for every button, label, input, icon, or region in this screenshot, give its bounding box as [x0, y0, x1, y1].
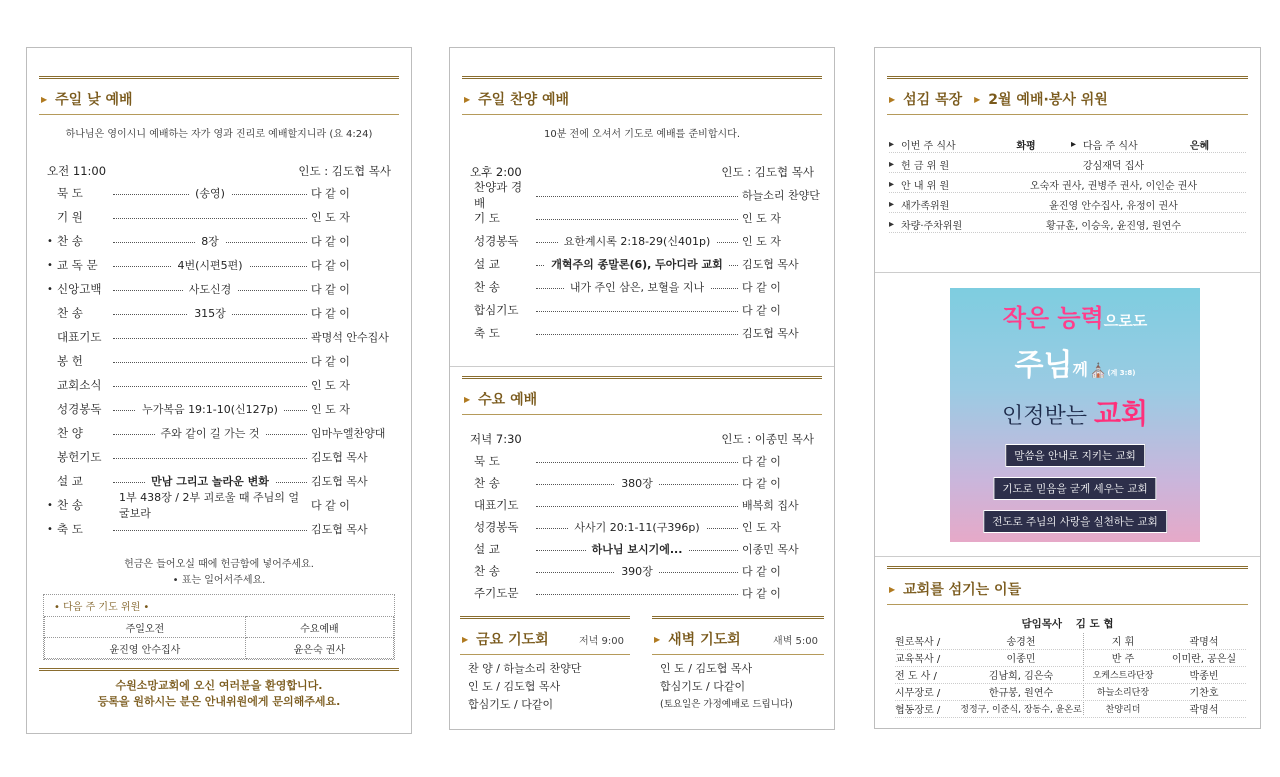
dawn-line: (토요일은 가정예배로 드립니다) [660, 699, 793, 710]
order-person: 다 같 이 [311, 283, 350, 296]
banner-line-3: 인정받는 교회 [1001, 397, 1149, 430]
order-leader [113, 231, 307, 251]
order-row [47, 183, 391, 203]
fri-lines [468, 660, 634, 714]
staff-name: 김남희, 김은숙 [988, 671, 1054, 682]
welcome-line-1: 수원소망교회에 오신 여러분을 환영합니다. [115, 679, 323, 692]
staff-role: 전 도 사 / [895, 671, 937, 682]
committee-header [887, 76, 1248, 115]
order-leader [113, 519, 307, 539]
bullet-icon: ▸ [889, 178, 895, 190]
order-label: 신앙고백 [57, 282, 102, 296]
order-of-worship [474, 180, 820, 345]
order-label: 대표기도 [57, 330, 102, 344]
order-person: 인 도 자 [742, 212, 781, 225]
wed-person: 다 같 이 [742, 565, 781, 578]
committee-label: 이번 주 식사 [901, 140, 956, 152]
banner-motto-1: 말씀을 안내로 지키는 교회 [1005, 444, 1145, 467]
committee-row [889, 156, 1246, 173]
bullet-icon: ▶ [889, 584, 896, 594]
wed-label: 찬 송 [474, 564, 500, 578]
staff-role: 교육목사 / [895, 654, 941, 665]
panel-sunday-afternoon [449, 47, 835, 730]
fri-time: 저녁 9:00 [579, 635, 624, 647]
order-detail: 개혁주의 종말론(6), 두아디라 교회 [545, 256, 729, 272]
order-label: 축 도 [474, 326, 500, 340]
order-leader [536, 231, 738, 251]
order-label: 기 원 [57, 210, 83, 224]
wed-row [474, 583, 814, 603]
banner-motto-2: 기도로 믿음을 굳게 세우는 교회 [993, 477, 1156, 500]
wed-detail: 사사기 20:1-11(구396p) [568, 519, 705, 535]
order-row [47, 279, 391, 299]
staff-role: 하늘소리단장 [1083, 685, 1162, 698]
staff-name: 이미란, 공은실 [1171, 654, 1237, 665]
stand-marker: • [47, 235, 53, 247]
committee-value: 화평 [1016, 140, 1036, 152]
welcome-line-2: 등록을 원하시는 분은 안내위원에게 문의해주세요. [97, 695, 341, 708]
committee-value: 황규훈, 이승욱, 윤진영, 원연수 [1046, 220, 1181, 232]
wed-person: 인 도 자 [742, 521, 781, 534]
subtitle: 10분 전에 오셔서 기도로 예배를 준비합시다. [543, 129, 741, 140]
order-person: 다 같 이 [311, 187, 350, 200]
order-leader [113, 399, 307, 419]
fri-line: 찬 양 / 하늘소리 찬양단 [468, 662, 582, 675]
order-person: 김도협 목사 [742, 258, 799, 271]
order-label: 축 도 [57, 522, 83, 536]
order-label: 찬 송 [474, 280, 500, 294]
staff-role: 반 주 [1083, 650, 1162, 665]
staff-name: 이종민 [1006, 654, 1036, 665]
order-label: 성경봉독 [57, 402, 102, 416]
order-person: 하늘소리 찬양단 [742, 189, 820, 202]
order-label: 묵 도 [57, 186, 83, 200]
order-label: 교 독 문 [57, 258, 98, 272]
order-label: 찬양과 경배 [474, 180, 523, 210]
dawn-time: 새벽 5:00 [773, 635, 818, 647]
wed-label: 찬 송 [474, 476, 500, 490]
church-icon: ⛪ [1089, 363, 1108, 379]
order-leader [113, 303, 307, 323]
wed-person: 다 같 이 [742, 587, 781, 600]
order-detail: 315장 [188, 305, 232, 321]
order-label: 교회소식 [57, 378, 102, 392]
committee-title-a: 섬김 목장 [903, 92, 963, 108]
staff-row [895, 666, 1246, 684]
committee-row [889, 176, 1246, 193]
order-row [47, 303, 391, 323]
committee-title-b: 2월 예배·봉사 위원 [988, 92, 1108, 108]
order-leader [536, 185, 738, 205]
committee-row [889, 196, 1246, 213]
wed-leader [536, 539, 738, 559]
order-leader [113, 423, 307, 443]
section-title: 주일 찬양 예배 [478, 92, 570, 108]
order-label: 기 도 [474, 211, 500, 225]
order-row [47, 471, 391, 491]
committee-label: 헌 금 위 원 [901, 160, 950, 172]
order-detail: (송영) [189, 185, 231, 201]
welcome-footer [39, 668, 399, 709]
order-row [47, 491, 391, 520]
wed-row [474, 451, 814, 471]
order-person: 김도협 목사 [311, 451, 368, 464]
order-detail: 4번(시편5편) [171, 257, 248, 273]
wed-person: 배복희 집사 [742, 499, 799, 512]
order-person: 김도협 목사 [311, 475, 368, 488]
staff-name: 박종빈 [1189, 671, 1219, 682]
order-leader [113, 351, 307, 371]
order-row [47, 351, 391, 371]
order-person: 인 도 자 [742, 235, 781, 248]
stand-marker: • [47, 523, 53, 535]
wed-leader [536, 495, 738, 515]
bullet-icon: ▸ [889, 158, 895, 170]
order-label: 봉 헌 [57, 354, 83, 368]
order-person: 다 같 이 [742, 304, 781, 317]
wed-title: 수요 예배 [478, 392, 538, 408]
bullet-icon: ▶ [462, 634, 469, 644]
staff-name: 한규봉, 원연수 [988, 688, 1054, 699]
staff-role: 시무장로 / [895, 688, 941, 699]
service-time: 오전 11:00 [47, 164, 107, 178]
order-person: 김도협 목사 [742, 327, 799, 340]
wed-order [474, 451, 814, 601]
wed-label: 성경봉독 [474, 520, 519, 534]
wed-row [474, 517, 814, 537]
order-person: 다 같 이 [311, 499, 350, 512]
order-row [474, 254, 814, 274]
staff-row [895, 683, 1246, 701]
order-row [474, 277, 814, 297]
staff-row [895, 649, 1246, 667]
order-detail: 누가복음 19:1-10(신127p) [136, 401, 284, 417]
order-row [474, 208, 814, 228]
committee-row [889, 216, 1246, 233]
staff-name: 송경천 [1006, 637, 1036, 648]
banner-line-1: 작은 능력으로도 [1002, 304, 1148, 332]
order-label: 성경봉독 [474, 234, 519, 248]
staff-role: 찬양리더 [1083, 702, 1162, 715]
order-person: 인 도 자 [311, 379, 350, 392]
banner-line-2: 주님께 ⛪(계 3:8) [1014, 348, 1136, 383]
staff-role: 원로목사 / [895, 637, 941, 648]
order-person: 임마누엘찬양대 [311, 427, 386, 440]
next-prayer-box [43, 594, 395, 660]
verse: 하나님은 영이시니 예배하는 자가 영과 진리로 예배할지니라 (요 4:24) [65, 129, 373, 140]
wed-leader [536, 583, 738, 603]
order-row [474, 323, 814, 343]
order-row [474, 231, 814, 251]
order-label: 찬 양 [57, 426, 83, 440]
order-person: 인 도 자 [311, 211, 350, 224]
order-detail: 1부 438장 / 2부 괴로울 때 주님의 얼굴보라 [113, 489, 307, 521]
stand-marker: • [47, 499, 53, 511]
order-leader [113, 327, 307, 347]
section-title: 주일 낮 예배 [55, 92, 133, 108]
wed-leader [536, 451, 738, 471]
section-header [39, 76, 399, 115]
wed-person: 이종민 목사 [742, 543, 799, 556]
next-head-0: 주일오전 [45, 617, 246, 638]
wed-leader: 인도 : 이종민 목사 [721, 432, 814, 446]
senior-pastor [887, 616, 1248, 631]
wed-leader [536, 473, 738, 493]
service-leader: 인도 : 김도협 목사 [721, 165, 814, 179]
staff-header [887, 566, 1248, 605]
order-label: 찬 송 [57, 306, 83, 320]
order-leader [113, 491, 307, 520]
stand-note: • 표는 일어서주세요. [172, 575, 266, 586]
order-label: 설 교 [474, 257, 500, 271]
stand-marker: • [47, 283, 53, 295]
committee-row [889, 136, 1246, 153]
vision-banner [950, 288, 1200, 542]
wed-detail: 380장 [615, 475, 659, 491]
order-person: 곽명석 안수집사 [311, 331, 389, 344]
pastor-name: 김 도 협 [1075, 618, 1114, 630]
order-row [47, 231, 391, 251]
wed-detail: 390장 [615, 563, 659, 579]
order-leader [113, 255, 307, 275]
bullet-icon: ▶ [41, 94, 48, 104]
bullet-icon: ▶ [464, 394, 471, 404]
order-label: 설 교 [57, 474, 83, 488]
wed-info [470, 431, 814, 447]
wed-row [474, 539, 814, 559]
wed-time: 저녁 7:30 [470, 432, 522, 446]
stand-marker: • [47, 259, 53, 271]
order-leader [536, 208, 738, 228]
wed-person: 다 같 이 [742, 455, 781, 468]
staff-name: 곽명석 [1189, 705, 1219, 716]
order-leader [113, 207, 307, 227]
order-of-worship [47, 183, 391, 543]
staff-name: 기찬호 [1189, 688, 1219, 699]
banner-motto-3: 전도로 주님의 사랑을 실천하는 교회 [983, 510, 1167, 533]
staff-role: 오케스트라단장 [1083, 668, 1162, 681]
order-row [474, 300, 814, 320]
pastor-label: 담임목사 [1021, 618, 1063, 630]
committee-value: 은혜 [1189, 140, 1210, 152]
order-person: 인 도 자 [311, 403, 350, 416]
order-leader [536, 300, 738, 320]
wed-leader [536, 561, 738, 581]
panel-sunday-morning [26, 47, 412, 734]
next-val-1: 윤은숙 권사 [245, 638, 393, 659]
wed-row [474, 561, 814, 581]
wed-leader [536, 517, 738, 537]
committee-value: 윤진영 안수집사, 유정이 권사 [1049, 200, 1178, 212]
order-row [474, 180, 820, 210]
bullet-icon: ▸ [889, 138, 895, 150]
order-leader [536, 277, 738, 297]
order-leader [113, 183, 307, 203]
fri-line: 합심기도 / 다같이 [468, 698, 554, 711]
staff-name: 곽명석 [1189, 637, 1219, 648]
wed-row [474, 495, 814, 515]
panel-service-committee [874, 47, 1261, 729]
service-info [470, 164, 814, 180]
order-person: 김도협 목사 [311, 523, 368, 536]
bullet-icon: ▶ [464, 94, 471, 104]
order-leader [113, 375, 307, 395]
dawn-title: 새벽 기도회 [668, 632, 741, 648]
staff-role: 지 휘 [1083, 633, 1162, 648]
wed-detail: 하나님 보시기에... [586, 541, 689, 557]
staff-row [895, 700, 1246, 718]
order-detail: 내가 주인 삼은, 보혈을 지나 [564, 279, 710, 295]
committee-label: 새가족위원 [901, 200, 950, 212]
next-prayer-table [44, 616, 394, 659]
committee-value: 강심재덕 집사 [1082, 160, 1145, 172]
wed-label: 묵 도 [474, 454, 500, 468]
divider [450, 366, 834, 367]
divider [875, 556, 1260, 557]
order-leader [536, 323, 738, 343]
order-row [47, 255, 391, 275]
dawn-lines [660, 660, 820, 714]
next-head-1: 수요예배 [245, 617, 393, 638]
order-label: 찬 송 [57, 234, 83, 248]
dawn-header [652, 616, 824, 655]
service-time: 오후 2:00 [470, 165, 522, 179]
order-person: 다 같 이 [311, 355, 350, 368]
committee-label: 안 내 위 원 [901, 180, 950, 192]
order-leader [536, 254, 738, 274]
divider [875, 272, 1260, 273]
order-detail: 요한계시록 2:18-29(신401p) [558, 233, 716, 249]
dawn-line: 합심기도 / 다같이 [660, 680, 746, 693]
wed-header [462, 376, 822, 415]
bullet-icon: ▶ [889, 94, 896, 104]
fri-header [460, 616, 630, 655]
staff-title: 교회를 섬기는 이들 [903, 582, 1022, 598]
order-row [47, 399, 391, 419]
fri-title: 금요 기도회 [476, 632, 549, 648]
wed-label: 주기도문 [474, 586, 519, 600]
order-label: 합심기도 [474, 303, 519, 317]
order-row [47, 207, 391, 227]
bullet-icon: ▶ [974, 94, 981, 104]
bullet-icon: ▸ [889, 198, 895, 210]
order-person: 다 같 이 [311, 259, 350, 272]
staff-list [895, 632, 1246, 722]
fri-line: 인 도 / 김도협 목사 [468, 680, 561, 693]
order-person: 다 같 이 [311, 235, 350, 248]
order-row [47, 327, 391, 347]
order-person: 다 같 이 [742, 281, 781, 294]
order-label: 찬 송 [57, 498, 83, 512]
order-detail: 만남 그리고 놀라운 변화 [145, 473, 275, 489]
wed-label: 대표기도 [474, 498, 519, 512]
bullet-icon: ▶ [654, 634, 661, 644]
dawn-line: 인 도 / 김도협 목사 [660, 662, 753, 675]
order-detail: 사도신경 [183, 281, 238, 297]
staff-row [895, 632, 1246, 650]
committee-list [889, 136, 1246, 236]
offering-note: 헌금은 들어오실 때에 헌금함에 넣어주세요. [124, 559, 314, 570]
order-detail: 8장 [195, 233, 225, 249]
order-row [47, 423, 391, 443]
next-prayer-title: • 다음 주 기도 위원 • [54, 602, 150, 613]
order-leader [113, 279, 307, 299]
order-leader [113, 471, 307, 491]
order-leader [113, 447, 307, 467]
staff-role: 협동장로 / [895, 705, 941, 716]
committee-value: 오숙자 권사, 권병주 권사, 이인순 권사 [1029, 180, 1198, 192]
wed-person: 다 같 이 [742, 477, 781, 490]
committee-label: 차량·주차위원 [901, 220, 963, 232]
order-row [47, 519, 391, 539]
wed-row [474, 473, 814, 493]
bullet-icon: ▸ [1071, 138, 1077, 150]
order-row [47, 447, 391, 467]
committee-label: 다음 주 식사 [1083, 140, 1138, 152]
order-row [47, 375, 391, 395]
order-person: 다 같 이 [311, 307, 350, 320]
order-label: 봉헌기도 [57, 450, 102, 464]
section-header [462, 76, 822, 115]
next-val-0: 윤진영 안수집사 [45, 638, 246, 659]
staff-name: 정정구, 이준식, 장동수, 윤온로 [960, 705, 1082, 715]
service-leader: 인도 : 김도협 목사 [298, 164, 391, 178]
bullet-icon: ▸ [889, 218, 895, 230]
service-info [47, 163, 391, 179]
wed-label: 설 교 [474, 542, 500, 556]
order-detail: 주와 같이 길 가는 것 [155, 425, 266, 441]
